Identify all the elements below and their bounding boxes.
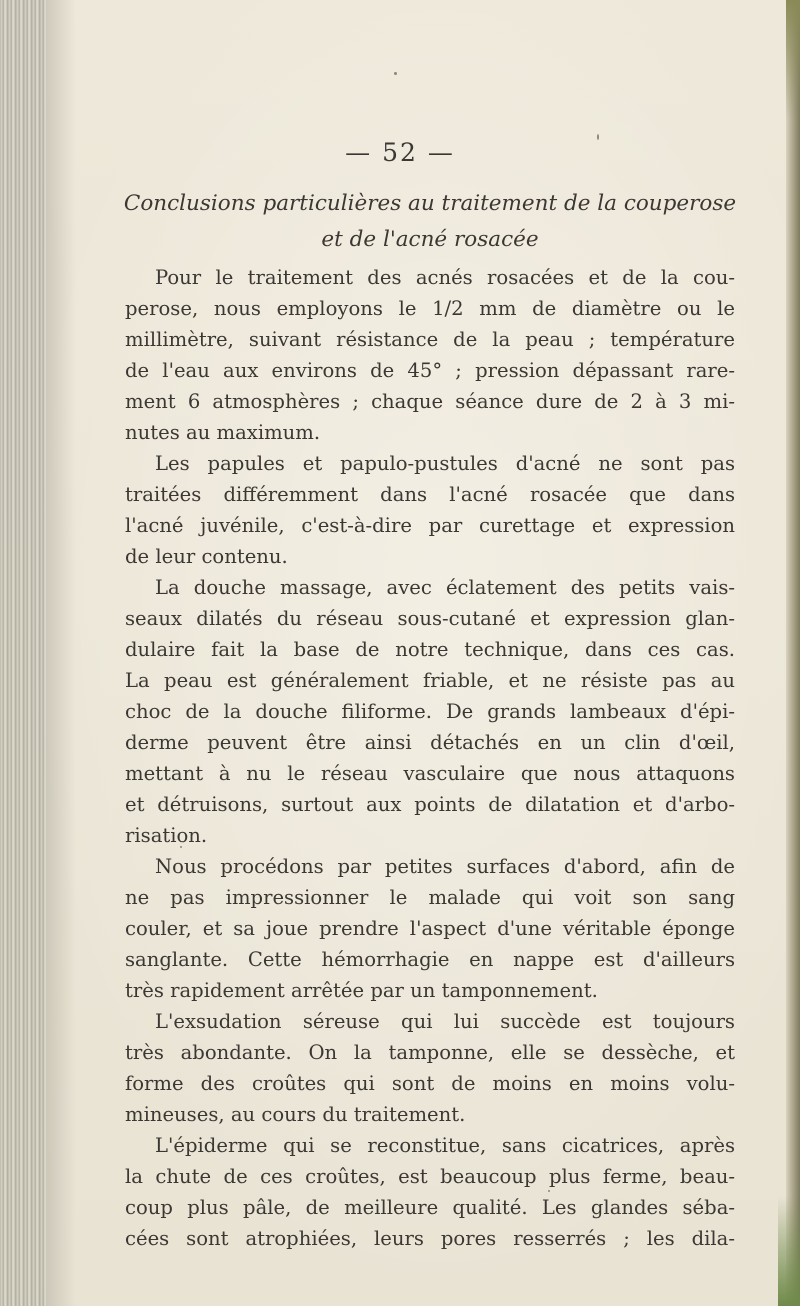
text-line: cées sont atrophiées, leurs pores resserrés ; les dila- xyxy=(125,1227,735,1250)
page-right-edge-stain-top xyxy=(786,0,800,120)
text-line: risation. xyxy=(125,824,208,847)
page-right-edge-stain-bottom xyxy=(778,1196,800,1306)
text-line: coup plus pâle, de meilleure qualité. Les glandes séba- xyxy=(125,1196,735,1219)
text-line: derme peuvent être ainsi détachés en un clin d'œil, xyxy=(125,731,735,754)
page-binding-edge xyxy=(0,0,46,1306)
page-number: — 52 — xyxy=(345,138,455,167)
text-line: très abondante. On la tamponne, elle se dessèche, et xyxy=(125,1041,735,1064)
text-line: ment 6 atmosphères ; chaque séance dure de 2 à 3 mi- xyxy=(125,390,735,413)
text-line: mettant à nu le réseau vasculaire que nous attaquons xyxy=(125,762,735,785)
page-right-edge xyxy=(786,0,800,1306)
body-text xyxy=(125,262,735,1254)
text-line: et détruisons, surtout aux points de dilatation et d'arbo- xyxy=(125,793,735,816)
section-heading-line-1: Conclusions particulières au traitement de la couperose xyxy=(123,191,737,216)
text-line: nutes au maximum. xyxy=(125,421,321,444)
paper-speck xyxy=(394,72,397,75)
text-line: la chute de ces croûtes, est beaucoup plus ferme, beau- xyxy=(125,1165,735,1188)
text-line: de leur contenu. xyxy=(125,545,288,568)
text-line: l'acné juvénile, c'est-à-dire par curettage et expression xyxy=(125,514,735,537)
text-line: Pour le traitement des acnés rosacées et de la cou- xyxy=(155,266,735,289)
binding-shadow xyxy=(46,0,76,1306)
text-line: Nous procédons par petites surfaces d'abord, afin de xyxy=(155,855,735,878)
text-line: choc de la douche filiforme. De grands lambeaux d'épi- xyxy=(125,700,735,723)
text-line: La peau est généralement friable, et ne résiste pas au xyxy=(125,669,735,692)
section-heading-line-2: et de l'acné rosacée xyxy=(321,227,539,252)
text-line: L'exsudation séreuse qui lui succède est toujours xyxy=(155,1010,735,1033)
text-line: forme des croûtes qui sont de moins en moins volu- xyxy=(125,1072,735,1095)
text-line: dulaire fait la base de notre technique, dans ces cas. xyxy=(125,638,735,661)
text-line: ne pas impressionner le malade qui voit son sang xyxy=(125,886,735,909)
text-line: sanglante. Cette hémorrhagie en nappe est d'ailleurs xyxy=(125,948,735,971)
text-line: perose, nous employons le 1/2 mm de diamètre ou le xyxy=(125,297,735,320)
text-line: millimètre, suivant résistance de la peau ; température xyxy=(125,328,735,351)
text-line: Les papules et papulo-pustules d'acné ne sont pas xyxy=(155,452,735,475)
text-line: L'épiderme qui se reconstitue, sans cicatrices, après xyxy=(155,1134,735,1157)
text-line: de l'eau aux environs de 45° ; pression dépassant rare- xyxy=(125,359,735,382)
section-heading xyxy=(120,186,740,258)
text-line: La douche massage, avec éclatement des petits vais- xyxy=(155,576,735,599)
text-line: mineuses, au cours du traitement. xyxy=(125,1103,466,1126)
text-line: couler, et sa joue prendre l'aspect d'une véritable éponge xyxy=(125,917,735,940)
text-line: seaux dilatés du réseau sous-cutané et expression glan- xyxy=(125,607,735,630)
text-line: très rapidement arrêtée par un tamponnement. xyxy=(125,979,598,1002)
text-line: traitées différemment dans l'acné rosacée que dans xyxy=(125,483,735,506)
